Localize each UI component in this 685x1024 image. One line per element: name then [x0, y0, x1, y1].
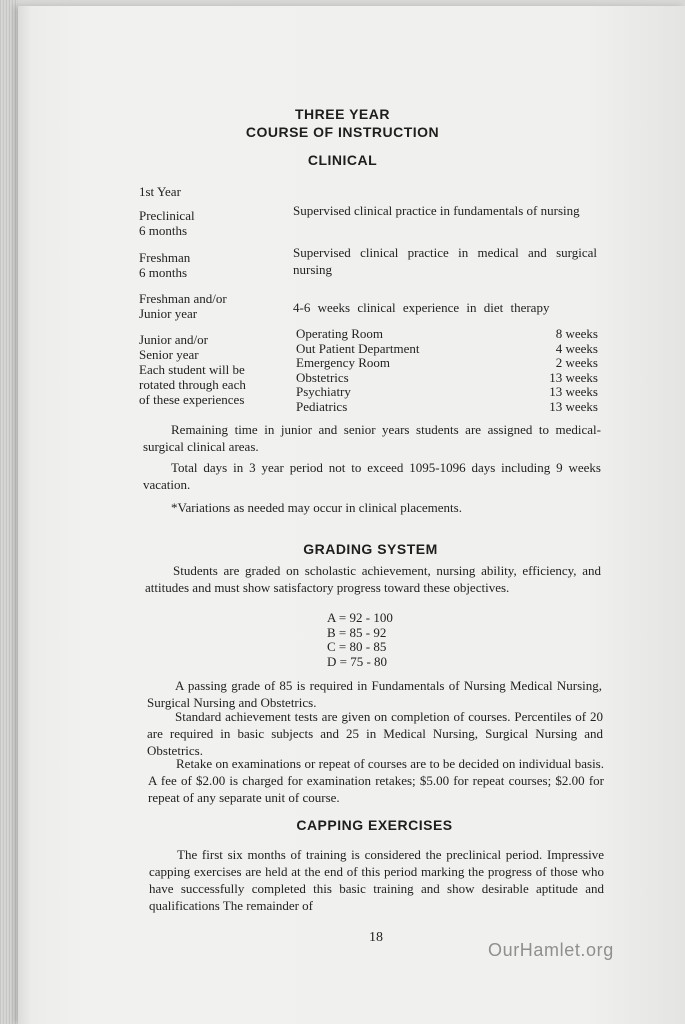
- rotation-label-line: Each student will be: [139, 362, 245, 377]
- row-freshman-desc: Supervised clinical practice in medical and surgical nursing: [293, 245, 597, 277]
- row-label-line2: 6 months: [139, 265, 188, 280]
- rotation-name: Psychiatry: [296, 384, 351, 400]
- row-preclinical-desc: Supervised clinical practice in fundamentals of nursing: [293, 203, 580, 218]
- rotation-duration: 13 weeks: [549, 384, 598, 400]
- rotation-label-line: Senior year: [139, 347, 199, 362]
- row-label-line2: Junior year: [139, 306, 198, 321]
- remaining-time-paragraph: Remaining time in junior and senior years students are assigned to medical-surgical clinical areas.: [143, 422, 601, 454]
- row-junior-label: [139, 291, 227, 321]
- rotation-duration: 2 weeks: [555, 355, 598, 371]
- title-line-2: COURSE OF INSTRUCTION: [245, 124, 440, 140]
- grading-heading: GRADING SYSTEM: [303, 541, 438, 557]
- rotation-name: Emergency Room: [296, 355, 390, 371]
- passing-grade-paragraph: A passing grade of 85 is required in Fundamentals of Nursing Medical Nursing, Surgical Nursing and Obstetrics.: [147, 678, 602, 710]
- rotation-item: [296, 327, 598, 342]
- rotation-label-line: rotated through each: [139, 377, 246, 392]
- year-label: 1st Year: [139, 184, 181, 199]
- title-line-1: THREE YEAR: [295, 106, 390, 122]
- rotation-label-line: Junior and/or: [139, 332, 208, 347]
- rotation-duration: 13 weeks: [549, 369, 598, 385]
- capping-paragraph: The first six months of training is considered the preclinical period. Impressive capping exercises are held at the end of this period marking the progress of those who have successfully completed this basic training and show desirable aptitude and qualifications The remainder of: [149, 847, 604, 913]
- row-junior-desc: 4-6 weeks clinical experience in diet therapy: [293, 300, 550, 315]
- rotation-item: [296, 385, 598, 400]
- achievement-tests-paragraph: Standard achievement tests are given on completion of courses. Percentiles of 20 are required in basic subjects and 25 in Medical Nursing, Surgical Nursing and Obstetrics.: [147, 709, 603, 758]
- row-label-line1: Freshman and/or: [139, 291, 227, 306]
- variations-note: *Variations as needed may occur in clinical placements.: [171, 500, 462, 515]
- page-number: 18: [369, 930, 383, 945]
- clinical-heading: CLINICAL: [307, 152, 378, 168]
- rotation-duration: 4 weeks: [555, 340, 598, 356]
- rotation-label-line: of these experiences: [139, 392, 245, 407]
- retake-paragraph: Retake on examinations or repeat of courses are to be decided on individual basis. A fee of $2.00 is charged for examination retakes; $5.00 for repeat courses; $2.00 for repeat of any separate unit of course.: [148, 756, 604, 805]
- watermark-text: OurHamlet.org: [488, 940, 614, 960]
- grade-line: B = 85 - 92: [327, 624, 387, 640]
- rotation-item: [296, 342, 598, 357]
- row-label-line1: Freshman: [139, 250, 191, 265]
- capping-heading: CAPPING EXERCISES: [296, 817, 453, 833]
- row-preclinical-label: [139, 208, 195, 238]
- grade-scale: [327, 611, 393, 669]
- grade-line: A = 92 - 100: [327, 610, 393, 625]
- grading-intro-paragraph: Students are graded on scholastic achievement, nursing ability, efficiency, and attitudes and must show satisfactory progress toward these objectives.: [145, 563, 601, 595]
- rotation-name: Obstetrics: [296, 369, 349, 385]
- total-days-paragraph: Total days in 3 year period not to exceed 1095-1096 days including 9 weeks vacation.: [143, 460, 601, 492]
- rotation-name: Pediatrics: [296, 398, 348, 414]
- grade-line: D = 75 - 80: [327, 653, 388, 669]
- row-freshman-label: [139, 250, 190, 280]
- rotation-item: [296, 356, 598, 371]
- grade-line: C = 80 - 85: [327, 639, 387, 655]
- rotation-item: [296, 371, 598, 386]
- row-label-line1: Preclinical: [139, 208, 195, 223]
- rotation-item: [296, 400, 598, 415]
- rotation-name: Out Patient Department: [296, 340, 420, 356]
- rotation-duration: 13 weeks: [549, 398, 598, 414]
- rotation-name: Operating Room: [296, 326, 384, 341]
- row-label-line2: 6 months: [139, 223, 188, 238]
- rotation-duration: 8 weeks: [555, 326, 598, 341]
- rotation-list: [296, 327, 598, 415]
- rotation-label: [139, 332, 246, 407]
